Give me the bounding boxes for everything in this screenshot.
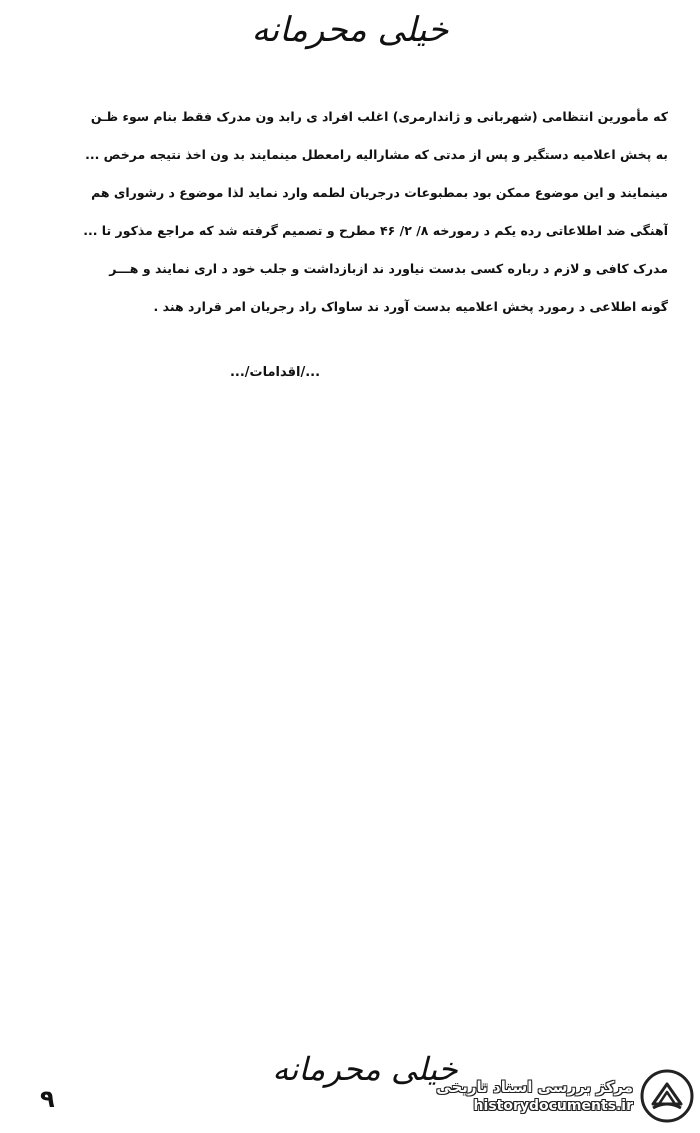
body-line: گونه اطلاعی د رمورد پخش اعلامیه بدست آورد ند ساواک راد رجریان امر قرارد هند . xyxy=(153,299,668,314)
book-logo-icon xyxy=(639,1068,695,1124)
body-line: آهنگی ضد اطلاعاتی رده یکم د رمورخه ۸/ ۲/ ۴۶ مطرح و تصمیم گرفته شد که مراجع مذکور تا ... xyxy=(83,223,668,238)
watermark-url: historydocuments.ir xyxy=(473,1097,633,1114)
body-line: به پخش اعلامیه دستگیر و پس از مدتی که مشارالیه رامعطل مینمایند بد ون اخذ نتیجه مرخص ... xyxy=(85,147,668,162)
watermark xyxy=(405,1063,695,1128)
footer-classification-stamp: خیلی محرمانه xyxy=(272,1050,458,1088)
header-classification-stamp: خیلی محرمانه xyxy=(251,10,449,50)
watermark-text xyxy=(436,1078,633,1114)
document-body xyxy=(18,98,668,326)
body-line: که مأمورین انتظامی (شهربانی و ژاندارمری) اغلب افراد ی رابد ون مدرک فقط بنام سوء ظـن xyxy=(90,109,668,124)
body-line: مینمایند و این موضوع ممکن بود بمطبوعات درجریان لطمه وارد نماید لذا موضوع د رشورای هم xyxy=(91,185,668,200)
body-line: مدرک کافی و لازم د رباره کسی بدست نیاورد ند ازبازداشت و جلب خود د اری نمایند و هـــر xyxy=(109,261,668,276)
closing-actions-note: .../اقدامات/... xyxy=(229,365,321,380)
page-number: ۹ xyxy=(40,1085,55,1113)
watermark-name: مرکز بررسی اسناد تاریخی xyxy=(436,1077,633,1096)
